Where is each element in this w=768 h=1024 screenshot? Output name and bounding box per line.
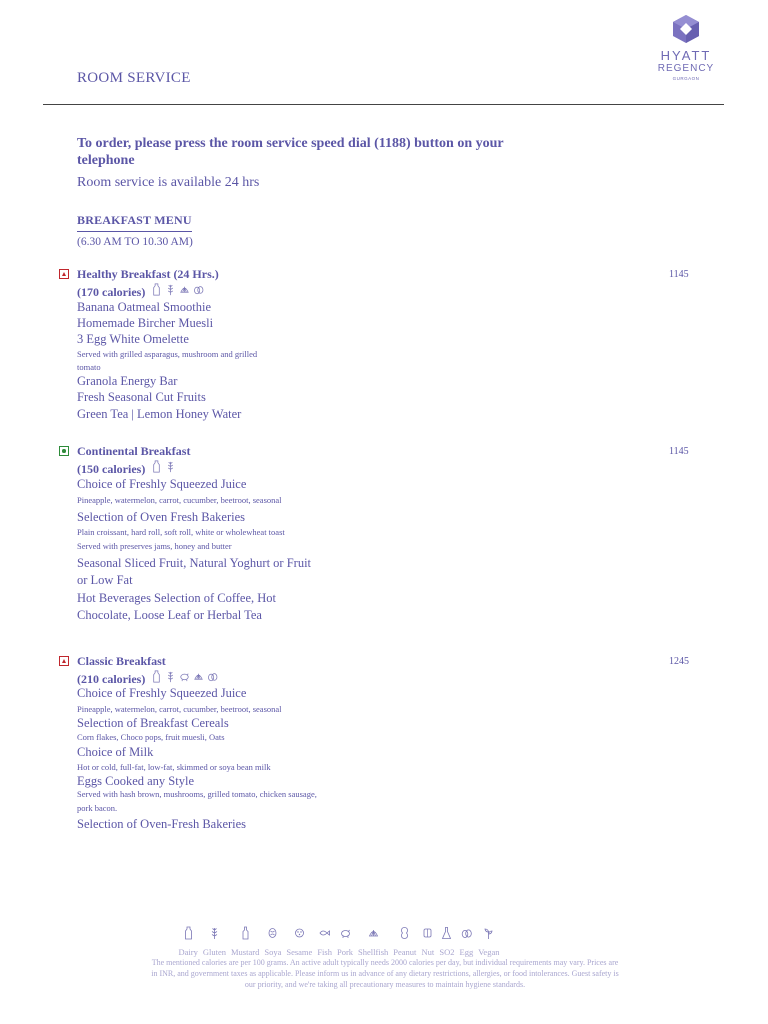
menu-line: Seasonal Sliced Fruit, Natural Yoghurt or Fruit	[77, 556, 312, 570]
legend-item	[439, 926, 454, 957]
menu-line: or Low Fat	[77, 573, 133, 587]
menu-item-name: Classic Breakfast	[77, 654, 166, 668]
logo-regency: REGENCY	[657, 63, 715, 74]
dairy-icon	[151, 460, 162, 478]
legend-item	[264, 926, 281, 957]
gluten-icon	[165, 283, 176, 301]
legend-item	[337, 926, 353, 957]
menu-line: Choice of Freshly Squeezed Juice	[77, 477, 247, 491]
menu-item-calories: (210 calories)	[77, 672, 146, 686]
legend-item	[460, 926, 474, 957]
legend-label: SO2	[439, 947, 455, 957]
egg-icon	[460, 926, 473, 945]
veg-marker-icon	[59, 446, 69, 456]
order-instructions: To order, please press the room service speed dial (1188) button on your telephone	[77, 136, 504, 168]
menu-item-calories: (150 calories)	[77, 462, 146, 476]
legend-item	[317, 926, 332, 957]
legend-item	[231, 926, 259, 957]
menu-line: Selection of Breakfast Cereals	[77, 716, 229, 730]
legend-label: Nut	[421, 947, 435, 957]
menu-line: Chocolate, Loose Leaf or Herbal Tea	[77, 608, 262, 622]
breakfast-menu-title: BREAKFAST MENU	[77, 213, 192, 232]
legend-label: Mustard	[231, 947, 260, 957]
legend-label: Dairy	[178, 947, 198, 957]
pork-icon	[339, 926, 352, 945]
logo-location: GURGAON	[672, 76, 700, 81]
menu-line-detail: pork bacon.	[77, 803, 118, 813]
legend-label: Egg	[459, 947, 474, 957]
nut-icon	[421, 926, 434, 945]
menu-line: Green Tea | Lemon Honey Water	[77, 407, 242, 421]
gluten-icon	[208, 926, 221, 945]
legend-item	[203, 926, 226, 957]
legend-label: Pork	[336, 947, 354, 957]
dairy-icon	[151, 283, 162, 301]
peanut-icon	[398, 926, 411, 945]
vegan-icon	[482, 926, 495, 945]
allergen-icons	[151, 283, 204, 301]
menu-line: Choice of Freshly Squeezed Juice	[77, 686, 247, 700]
menu-line-detail: Hot or cold, full-fat, low-fat, skimmed or soya bean milk	[77, 762, 271, 772]
menu-line-detail: Served with hash brown, mushrooms, grilled tomato, chicken sausage,	[77, 789, 317, 799]
so2-icon	[440, 926, 453, 945]
breakfast-menu-hours: (6.30 AM TO 10.30 AM)	[77, 236, 193, 248]
legend-item	[393, 926, 416, 957]
soya-icon	[266, 926, 279, 945]
gluten-icon	[165, 460, 176, 478]
menu-line: Homemade Bircher Muesli	[77, 316, 214, 330]
menu-item-price: 1145	[669, 269, 689, 280]
menu-item-name: Healthy Breakfast (24 Hrs.)	[77, 267, 219, 281]
legend-item	[421, 926, 434, 957]
menu-line-detail: Served with preserves jams, honey and butter	[77, 541, 232, 551]
legend-label: Vegan	[478, 947, 500, 957]
shellfish-icon	[367, 926, 380, 945]
sesame-icon	[293, 926, 306, 945]
hyatt-gem-icon	[671, 14, 701, 44]
menu-line: Selection of Oven-Fresh Bakeries	[77, 817, 247, 831]
legend-item	[286, 926, 312, 957]
menu-line-detail: Pineapple, watermelon, carrot, cucumber, beetroot, seasonal	[77, 704, 282, 714]
menu-line-detail: tomato	[77, 362, 101, 372]
menu-item-price: 1145	[669, 446, 689, 457]
legend-label: Soya	[264, 947, 282, 957]
menu-item-calories: (170 calories)	[77, 285, 146, 299]
menu-line: Hot Beverages Selection of Coffee, Hot	[77, 591, 277, 605]
menu-line: Granola Energy Bar	[77, 374, 178, 388]
fish-icon	[318, 926, 331, 945]
egg-icon	[193, 283, 204, 301]
non-veg-marker-icon	[59, 656, 69, 666]
calorie-row	[77, 460, 176, 478]
legend-item	[358, 926, 388, 957]
header-divider	[43, 104, 724, 105]
allergen-icons	[151, 460, 176, 478]
menu-item-name: Continental Breakfast	[77, 444, 191, 458]
legend-label: Sesame	[286, 947, 313, 957]
legend-item	[179, 926, 198, 957]
menu-line: Selection of Oven Fresh Bakeries	[77, 510, 246, 524]
menu-line: Fresh Seasonal Cut Fruits	[77, 390, 206, 404]
menu-line-detail: Pineapple, watermelon, carrot, cucumber, beetroot, seasonal	[77, 495, 282, 505]
menu-item-price: 1245	[669, 656, 689, 667]
calorie-row	[77, 283, 204, 301]
dairy-icon	[182, 926, 195, 945]
shellfish-icon	[179, 283, 190, 301]
legend-label: Gluten	[202, 947, 226, 957]
menu-line: Banana Oatmeal Smoothie	[77, 300, 211, 314]
footer-disclaimer: The mentioned calories are per 100 grams. An active adult typically needs 2000 calories per day, but individual requirements may vary. Prices are in INR, and government taxes as applicable. Please inform us in advance of any dietary restrictions, allergies, or food intolerances. Guest safety is our priority, and we're taking all precautionary measures to maintain hygiene standards.	[151, 958, 619, 989]
mustard-icon	[239, 926, 252, 945]
non-veg-marker-icon	[59, 269, 69, 279]
availability-text: Room service is available 24 hrs	[77, 175, 260, 190]
menu-line-detail: Corn flakes, Choco pops, fruit muesli, Oats	[77, 732, 225, 742]
page-title: ROOM SERVICE	[77, 70, 191, 86]
hyatt-regency-logo	[650, 14, 722, 83]
legend-label: Peanut	[393, 947, 417, 957]
legend-label: Shellfish	[358, 947, 389, 957]
allergen-legend	[176, 926, 502, 957]
menu-line-detail: Served with grilled asparagus, mushroom and grilled	[77, 349, 258, 359]
menu-line: 3 Egg White Omelette	[77, 332, 189, 346]
menu-line-detail: Plain croissant, hard roll, soft roll, white or wholewheat toast	[77, 527, 285, 537]
legend-item	[478, 926, 499, 957]
logo-hyatt: HYATT	[660, 48, 712, 63]
menu-line: Choice of Milk	[77, 745, 154, 759]
legend-label: Fish	[317, 947, 332, 957]
menu-line: Eggs Cooked any Style	[77, 774, 195, 788]
